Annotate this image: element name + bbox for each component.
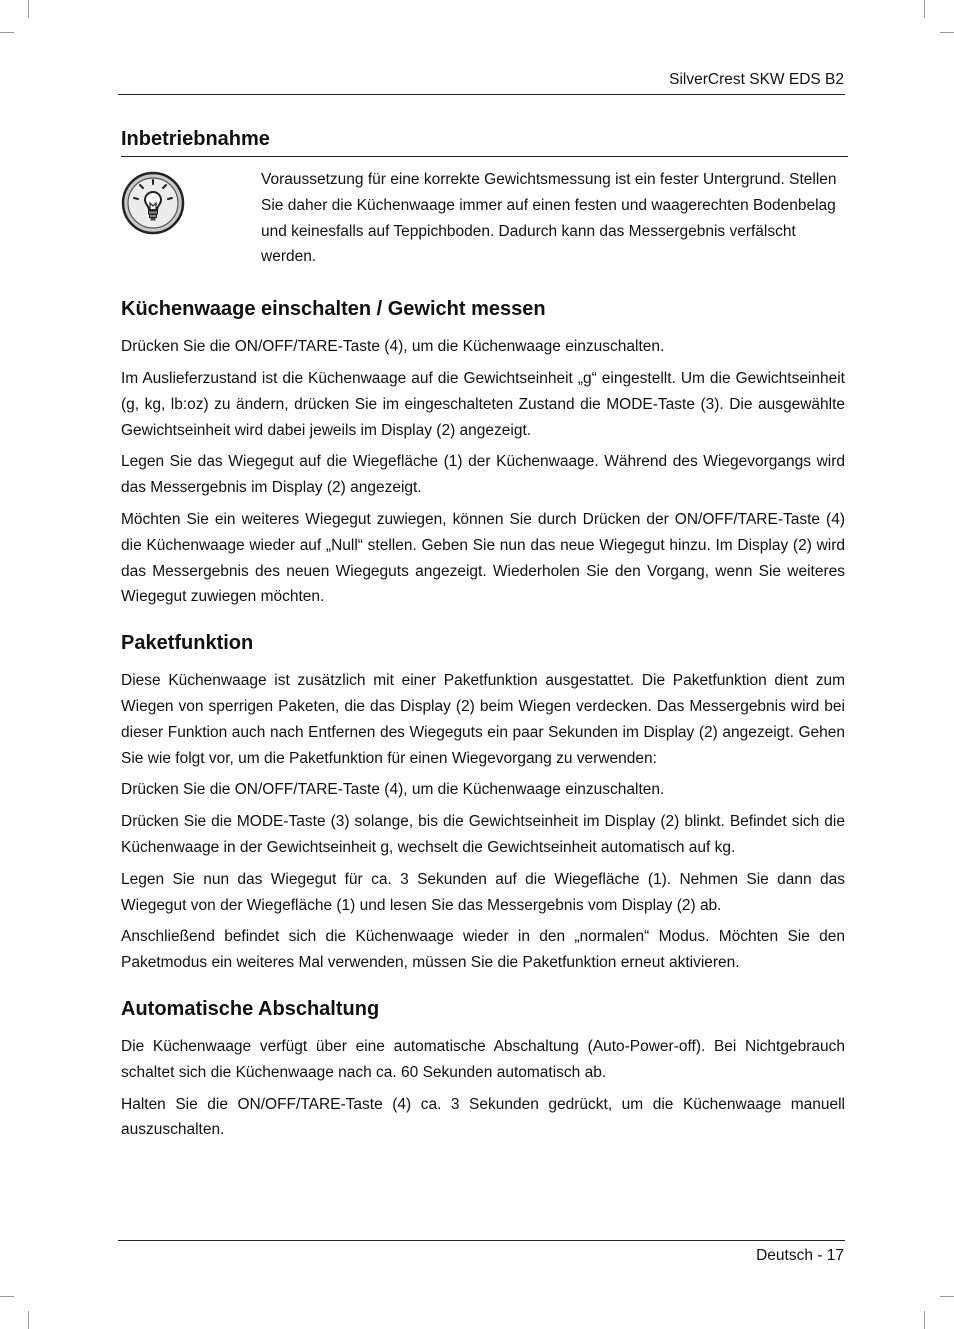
section-heading: Automatische Abschaltung bbox=[121, 997, 380, 1020]
paragraph: Legen Sie das Wiegegut auf die Wiegefläche (1) der Küchenwaage. Während des Wiegevorgangs wird das Messergebnis im Display (2) angezeigt. bbox=[121, 453, 845, 497]
paragraph: Diese Küchenwaage ist zusätzlich mit einer Paketfunktion ausgestattet. Die Paketfunktion dient zum Wiegen von sperrigen Paketen, die das Display (2) beim Wiegen verdecken. Das Messergebnis wird bei dieser Funktion auch nach Entfernen des Wiegeguts ein paar Sekunden im Display (2) angezeigt. Gehen Sie wie folgt vor, um die Paketfunktion für einen Wiegevorgang zu verwenden: bbox=[121, 672, 845, 767]
paragraph: Halten Sie die ON/OFF/TARE-Taste (4) ca. 3 Sekunden gedrückt, um die Küchenwaage manuell auszuschalten. bbox=[121, 1095, 845, 1139]
crop-mark bbox=[924, 1311, 925, 1329]
paragraph: Die Küchenwaage verfügt über eine automatische Abschaltung (Auto-Power-off). Bei Nichtgebrauch schaltet sich die Küchenwaage nach ca. 60 Sekunden automatisch ab. bbox=[121, 1037, 845, 1081]
crop-mark bbox=[924, 0, 925, 18]
footer-rule bbox=[118, 1240, 845, 1241]
paragraph: Drücken Sie die MODE-Taste (3) solange, bis die Gewichtseinheit im Display (2) blinkt. Befindet sich die Küchenwaage in der Gewichtseinheit g, wechselt die Gewichtseinheit automatisch auf kg. bbox=[121, 813, 845, 856]
tip-box bbox=[121, 167, 845, 276]
tip-paragraph: Voraussetzung für eine korrekte Gewichtsmessung ist ein fester Untergrund. Stellen Sie daher die Küchenwaage immer auf einen festen und waagerechten Bodenbelag und keinesfalls auf Teppichboden. Dadurch kann das Messergebnis verfälscht werden. bbox=[261, 171, 837, 266]
section-heading: Paketfunktion bbox=[121, 632, 254, 655]
paragraph: Möchten Sie ein weiteres Wiegegut zuwiegen, können Sie durch Drücken der ON/OFF/TARE-Taste (4) die Küchenwaage wieder auf „Null“ stellen. Geben Sie nun das neue Wiegegut hinzu. Im Display (2) wird das Messergebnis des neuen Wiegeguts angezeigt. Wiederholen Sie den Vorgang, wenn Sie weiteres Wiegegut zuwiegen möchten. bbox=[121, 510, 845, 606]
lightbulb-icon bbox=[121, 167, 261, 240]
paragraph: Drücken Sie die ON/OFF/TARE-Taste (4), um die Küchenwaage einzuschalten. bbox=[121, 338, 665, 356]
paragraph: Drücken Sie die ON/OFF/TARE-Taste (4), um die Küchenwaage einzuschalten. bbox=[121, 781, 665, 799]
header-rule bbox=[118, 94, 845, 95]
paragraph: Im Auslieferzustand ist die Küchenwaage auf die Gewichtseinheit „g“ eingestellt. Um die Gewichtseinheit (g, kg, lb:oz) zu ändern, drücken Sie im eingeschalteten Zustand die MODE-Taste (3). Die ausgewählte Gewichtseinheit wird dabei jeweils im Display (2) angezeigt. bbox=[121, 369, 845, 439]
crop-mark bbox=[940, 32, 954, 33]
section-heading: Küchenwaage einschalten / Gewicht messen bbox=[121, 298, 546, 321]
crop-mark bbox=[28, 1311, 29, 1329]
crop-mark bbox=[940, 1296, 954, 1297]
page-number: Deutsch - 17 bbox=[756, 1247, 844, 1264]
crop-mark bbox=[0, 1296, 14, 1297]
page-content bbox=[121, 124, 845, 1149]
section-heading: Inbetriebnahme bbox=[121, 124, 848, 157]
paragraph: Anschließend befindet sich die Küchenwaage wieder in den „normalen“ Modus. Möchten Sie den Paketmodus ein weiteres Mal verwenden, müssen Sie die Paketfunktion erneut aktivieren. bbox=[121, 928, 845, 972]
running-header: SilverCrest SKW EDS B2 bbox=[669, 71, 844, 88]
paragraph: Legen Sie nun das Wiegegut für ca. 3 Sekunden auf die Wiegefläche (1). Nehmen Sie dann das Wiegegut von der Wiegefläche (1) und lesen Sie das Messergebnis vom Display (2) ab. bbox=[121, 870, 845, 914]
crop-mark bbox=[0, 32, 14, 33]
crop-mark bbox=[28, 0, 29, 18]
